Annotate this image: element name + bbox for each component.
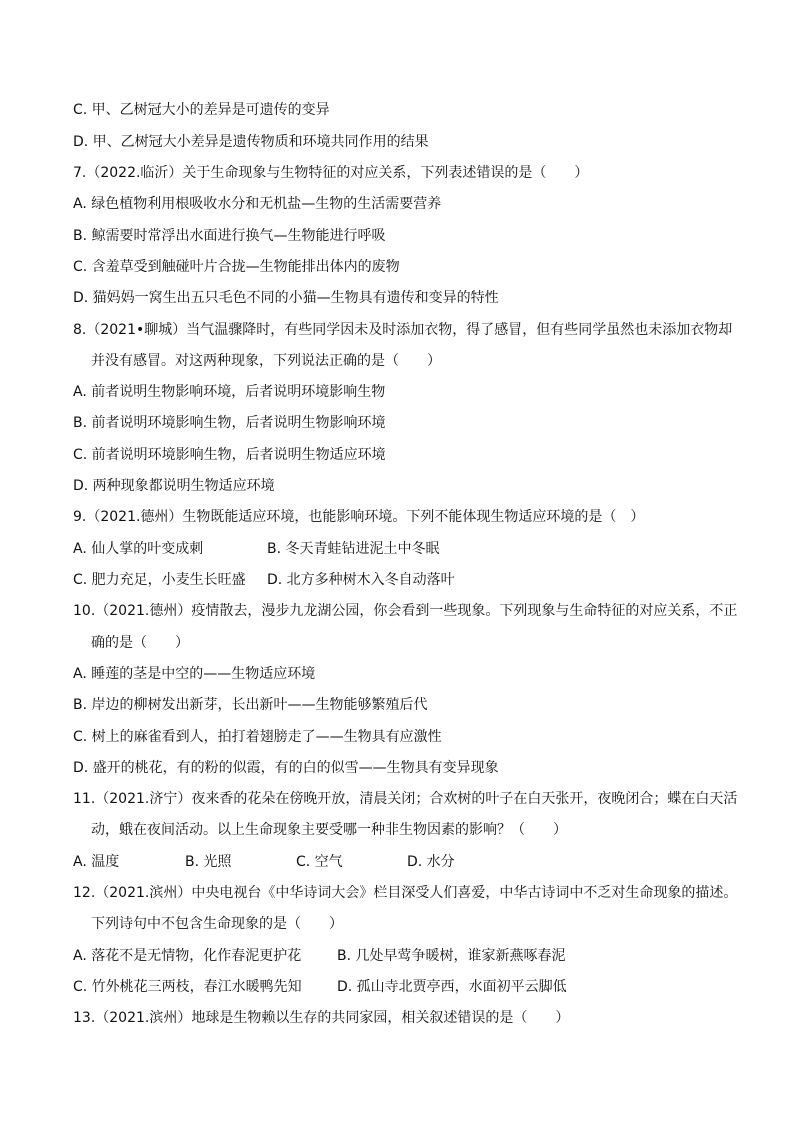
q11-option-b: B. 光照 bbox=[185, 854, 232, 870]
q12-stem-line2: 下列诗句中不包含生命现象的是（ ） bbox=[91, 916, 343, 932]
q13-stem: 13.（2021.滨州）地球是生物赖以生存的共同家园，相关叙述错误的是（ ） bbox=[73, 1010, 570, 1026]
q12-option-d: D. 孤山寺北贾亭西，水面初平云脚低 bbox=[337, 979, 567, 995]
q8-stem-line2: 并没有感冒。对这两种现象，下列说法正确的是（ ） bbox=[91, 353, 441, 369]
q9-stem: 9.（2021.德州）生物既能适应环境，也能影响环境。下列不能体现生物适应环境的是（ ） bbox=[73, 509, 645, 525]
q11-stem-line2: 动，蛾在夜间活动。以上生命现象主要受哪一种非生物因素的影响？（ ） bbox=[91, 822, 567, 838]
q8-option-c: C. 前者说明环境影响生物，后者说明生物适应环境 bbox=[73, 447, 386, 463]
q7-option-c: C. 含羞草受到触碰叶片合拢—生物能排出体内的废物 bbox=[73, 259, 400, 275]
q7-stem: 7.（2022.临沂）关于生命现象与生物特征的对应关系，下列表述错误的是（ ） bbox=[73, 165, 589, 181]
q10-option-c: C. 树上的麻雀看到人，拍打着翅膀走了——生物具有应激性 bbox=[73, 729, 442, 745]
q10-option-d: D. 盛开的桃花，有的粉的似霞，有的白的似雪——生物具有变异现象 bbox=[73, 760, 499, 776]
q8-option-d: D. 两种现象都说明生物适应环境 bbox=[73, 478, 275, 494]
q6-option-c: C. 甲、乙树冠大小的差异是可遗传的变异 bbox=[73, 102, 330, 118]
q9-option-a: A. 仙人掌的叶变成刺 bbox=[73, 541, 204, 557]
q9-option-b: B. 冬天青蛙钻进泥土中冬眠 bbox=[267, 541, 440, 557]
q8-stem-line1: 8.（2021•聊城）当气温骤降时，有些同学因未及时添加衣物，得了感冒，但有些同学虽然也未添加衣物却 bbox=[73, 322, 733, 338]
q11-option-c: C. 空气 bbox=[296, 854, 343, 870]
q10-option-a: A. 睡莲的茎是中空的——生物适应环境 bbox=[73, 666, 316, 682]
q11-option-a: A. 温度 bbox=[73, 854, 120, 870]
q11-option-d: D. 水分 bbox=[407, 854, 455, 870]
q10-stem-line1: 10.（2021.德州）疫情散去，漫步九龙湖公园，你会看到一些现象。下列现象与生命特征的对应关系，不正 bbox=[73, 603, 738, 619]
q10-option-b: B. 岸边的柳树发出新芽，长出新叶——生物能够繁殖后代 bbox=[73, 697, 428, 713]
q7-option-a: A. 绿色植物利用根吸收水分和无机盐—生物的生活需要营养 bbox=[73, 196, 442, 212]
q9-option-d: D. 北方多种树木入冬自动落叶 bbox=[267, 572, 455, 588]
q10-stem-line2: 确的是（ ） bbox=[91, 635, 189, 651]
q6-option-d: D. 甲、乙树冠大小差异是遗传物质和环境共同作用的结果 bbox=[73, 134, 429, 150]
q12-option-b: B. 几处早莺争暖树，谁家新燕啄春泥 bbox=[337, 948, 566, 964]
q12-option-c: C. 竹外桃花三两枝，春江水暖鸭先知 bbox=[73, 979, 302, 995]
q9-option-c: C. 肥力充足，小麦生长旺盛 bbox=[73, 572, 246, 588]
q7-option-b: B. 鲸需要时常浮出水面进行换气—生物能进行呼吸 bbox=[73, 228, 386, 244]
q11-stem-line1: 11.（2021.济宁）夜来香的花朵在傍晚开放，清晨关闭；合欢树的叶子在白天张开，夜晚闭合；蝶在白天活 bbox=[73, 791, 738, 807]
q12-option-a: A. 落花不是无情物，化作春泥更护花 bbox=[73, 948, 302, 964]
q8-option-b: B. 前者说明环境影响生物，后者说明生物影响环境 bbox=[73, 415, 386, 431]
q12-stem-line1: 12.（2021.滨州）中央电视台《中华诗词大会》栏目深受人们喜爱，中华古诗词中不乏对生命现象的描述。 bbox=[73, 885, 738, 901]
q7-option-d: D. 猫妈妈一窝生出五只毛色不同的小猫—生物具有遗传和变异的特性 bbox=[73, 290, 499, 306]
q8-option-a: A. 前者说明生物影响环境，后者说明环境影响生物 bbox=[73, 384, 386, 400]
